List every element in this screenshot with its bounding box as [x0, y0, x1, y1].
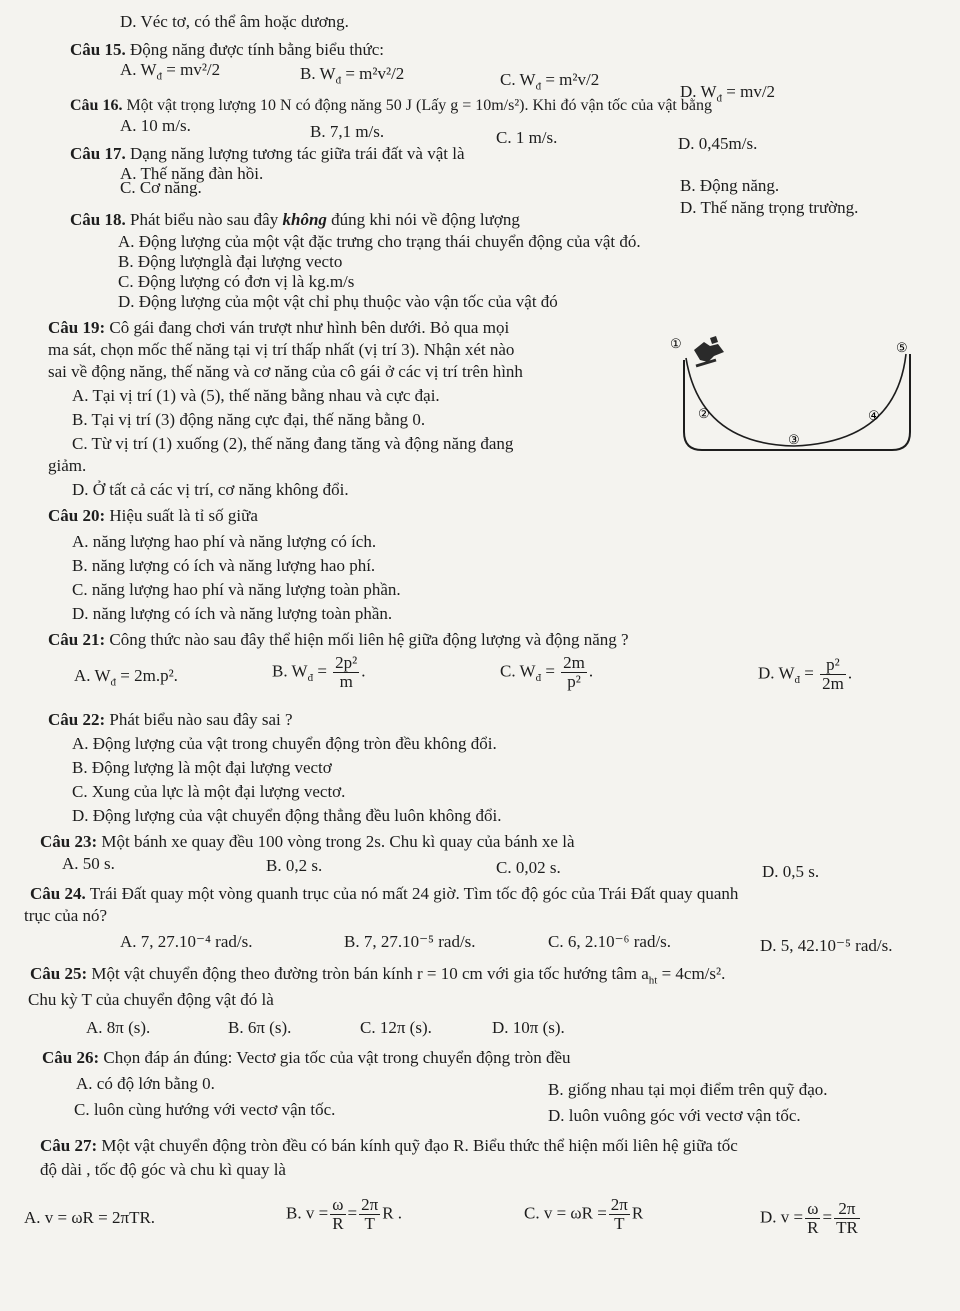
position-label-5: ⑤: [896, 340, 908, 355]
q22-stem: Câu 22: Phát biểu nào sau đây sai ?: [48, 710, 293, 729]
q16-stem: [70, 96, 712, 116]
q23-title: Câu 23:: [40, 832, 98, 851]
position-label-2: ②: [698, 406, 710, 421]
q25-option-b: B. 6π (s).: [228, 1018, 292, 1037]
position-label-1: ①: [670, 336, 682, 351]
q27-option-d: D. v = $\frac{\omega}{R}$ = $\frac{2\pi}{TR}$: [760, 1199, 858, 1237]
q14-option-d: D. Véc tơ, có thể âm hoặc dương.: [120, 12, 349, 31]
q23-option-d: D. 0,5 s.: [762, 862, 820, 881]
q15-option-a: A. $W_đ = mv^2/2$: [120, 60, 221, 83]
q21-option-d: D. $W_đ$ = $\frac{\text{p²}}{2m}$ .: [758, 655, 853, 693]
q19-stem-line2: ma sát, chọn mốc thế năng tại vị trí thấp nhất (vị trí 3). Nhận xét nào: [48, 340, 515, 359]
q16-text: Một vật trọng lượng 10 N có động năng 50 J (Lấy g = 10m/s²). Khi đó vận tốc của vật bằng: [126, 97, 712, 114]
q15-option-d: D. $W_đ = mv/2$: [680, 82, 776, 105]
q18-option-c: C. Động lượng có đơn vị là kg.m/s: [118, 272, 355, 291]
q24-option-a: A. 7, 27.10⁻⁴ rad/s.: [120, 932, 253, 951]
q24-option-b: B. 7, 27.10⁻⁵ rad/s.: [344, 932, 476, 951]
q19-option-a: A. Tại vị trí (1) và (5), thế năng bằng nhau và cực đại.: [72, 386, 440, 405]
girl-skater-icon: [694, 336, 724, 366]
q20-stem: Câu 20: Hiệu suất là tỉ số giữa: [48, 506, 258, 525]
q26-option-d: D. luôn vuông góc với vectơ vận tốc.: [548, 1106, 801, 1125]
q17-option-c: C. Cơ năng.: [120, 178, 202, 197]
q16-option-a: A. 10 m/s.: [120, 116, 191, 135]
q21-stem: Câu 21: Công thức nào sau đây thể hiện mối liên hệ giữa động lượng và động năng ?: [48, 630, 629, 649]
q18-stem: Câu 18. Phát biểu nào sau đây không đúng khi nói về động lượng: [70, 210, 520, 229]
q21-title: Câu 21:: [48, 630, 106, 649]
q21-option-c: C. $W_đ$ = $\frac{2m}{\text{p²}}$ .: [500, 653, 594, 691]
q25-option-c: C. 12π (s).: [360, 1018, 432, 1037]
q19-option-c-cont: giảm.: [48, 456, 87, 475]
q20-option-c: C. năng lượng hao phí và năng lượng toàn phần.: [72, 580, 401, 599]
q24-title: Câu 24.: [30, 884, 86, 903]
q18-option-b: B. Động lượnglà đại lượng vecto: [118, 252, 343, 271]
q23-option-b: B. 0,2 s.: [266, 856, 323, 875]
q17-text: Dạng năng lượng tương tác giữa trái đất và vật là: [129, 144, 465, 163]
q25-option-a: A. 8π (s).: [86, 1018, 151, 1037]
q15-option-c: C. $W_đ = m^2v/2$: [500, 70, 600, 93]
q17-option-b: B. Động năng.: [680, 176, 780, 195]
q20-option-d: D. năng lượng có ích và năng lượng toàn phần.: [72, 604, 393, 623]
q27-stem-line2: độ dài , tốc độ góc và chu kì quay là: [40, 1160, 286, 1179]
q19-option-d: D. Ở tất cả các vị trí, cơ năng không đổi.: [72, 480, 349, 499]
q27-title: Câu 27:: [40, 1136, 98, 1155]
q26-option-b: B. giống nhau tại mọi điểm trên quỹ đạo.: [548, 1080, 828, 1099]
q15-text: Động năng được tính bằng biểu thức:: [129, 40, 385, 59]
q26-title: Câu 26:: [42, 1048, 100, 1067]
q22-option-b: B. Động lượng là một đại lượng vectơ: [72, 758, 332, 777]
q15-title: Câu 15.: [70, 40, 126, 59]
q23-option-c: C. 0,02 s.: [496, 858, 561, 877]
q20-option-a: A. năng lượng hao phí và năng lượng có ích.: [72, 532, 377, 551]
q27-option-c: C. v = ωR = $\frac{2\pi}{T}$ R: [524, 1195, 644, 1233]
q17-stem: [70, 144, 465, 164]
q20-option-b: B. năng lượng có ích và năng lượng hao phí.: [72, 556, 376, 575]
q15-option-b: B. $W_đ = m^2v^2/2$: [300, 64, 405, 87]
q18-emphasis: không: [282, 210, 327, 229]
q19-title: Câu 19:: [48, 318, 106, 337]
q26-option-a: A. có độ lớn bằng 0.: [76, 1074, 215, 1093]
q16-title: Câu 16.: [70, 97, 123, 114]
q18-option-d: D. Động lượng của một vật chỉ phụ thuộc vào vận tốc của vật đó: [118, 292, 558, 311]
q22-option-d: D. Động lượng của vật chuyển động thẳng đều luôn không đổi.: [72, 806, 502, 825]
q16-option-b: B. 7,1 m/s.: [310, 122, 385, 141]
q23-stem: Câu 23: Một bánh xe quay đều 100 vòng trong 2s. Chu kì quay của bánh xe là: [40, 832, 575, 851]
q17-option-a: A. Thế năng đàn hồi.: [120, 164, 264, 183]
q24-stem-line1: Câu 24. Trái Đất quay một vòng quanh trục của nó mất 24 giờ. Tìm tốc độ góc của Trái Đất quay quanh: [30, 884, 739, 903]
q27-stem-line1: Câu 27: Một vật chuyển động tròn đều có bán kính quỹ đạo R. Biểu thức thể hiện mối liên hệ giữa tốc: [40, 1136, 738, 1155]
q19-option-b: B. Tại vị trí (3) động năng cực đại, thế năng bằng 0.: [72, 410, 426, 429]
q27-option-b: B. v = $\frac{\omega}{R}$ = $\frac{2\pi}{T}$ R .: [286, 1195, 403, 1233]
q25-title: Câu 25:: [30, 964, 88, 983]
q20-title: Câu 20:: [48, 506, 106, 525]
q24-option-c: C. 6, 2.10⁻⁶ rad/s.: [548, 932, 672, 951]
q25-option-d: D. 10π (s).: [492, 1018, 565, 1037]
q19-option-c: C. Từ vị trí (1) xuống (2), thế năng đang tăng và động năng đang: [72, 434, 514, 453]
q25-stem-line1: Câu 25: Một vật chuyển động theo đường tròn bán kính r = 10 cm với gia tốc hướng tâm $a_{ht} = 4cm/s^2$.: [30, 964, 726, 987]
q27-option-a: A. v = ωR = 2πTR.: [24, 1208, 156, 1227]
q26-option-c: C. luôn cùng hướng với vectơ vận tốc.: [74, 1100, 336, 1119]
q15-stem: [70, 40, 384, 60]
q24-stem-line2: trục của nó?: [24, 906, 108, 925]
q17-title: Câu 17.: [70, 144, 126, 163]
skateboard-ramp-figure: [670, 332, 918, 462]
position-label-3: ③: [788, 432, 800, 447]
q22-option-c: C. Xung của lực là một đại lượng vectơ.: [72, 782, 346, 801]
q21-option-a: A. $W_đ = 2m.p^2$.: [74, 666, 178, 689]
q22-title: Câu 22:: [48, 710, 106, 729]
q19-stem-line1: Câu 19: Cô gái đang chơi ván trượt như hình bên dưới. Bỏ qua mọi: [48, 318, 510, 337]
q16-option-c: C. 1 m/s.: [496, 128, 558, 147]
q16-option-d: D. 0,45m/s.: [678, 134, 758, 153]
q23-option-a: A. 50 s.: [62, 854, 115, 873]
q24-option-d: D. 5, 42.10⁻⁵ rad/s.: [760, 936, 893, 955]
position-label-4: ④: [868, 408, 880, 423]
q18-title: Câu 18.: [70, 210, 126, 229]
q21-option-b: B. $W_đ$ = $\frac{\text{2p²}}{m}$ .: [272, 653, 366, 691]
q19-stem-line3: sai về động năng, thế năng và cơ năng của cô gái ở các vị trí trên hình: [48, 362, 523, 381]
q17-option-d: D. Thế năng trọng trường.: [680, 198, 859, 217]
q22-option-a: A. Động lượng của vật trong chuyển động tròn đều không đổi.: [72, 734, 497, 753]
q25-stem-line2: Chu kỳ T của chuyển động vật đó là: [28, 990, 274, 1009]
q18-option-a: A. Động lượng của một vật đặc trưng cho trạng thái chuyển động của vật đó.: [118, 232, 641, 251]
q26-stem: Câu 26: Chọn đáp án đúng: Vectơ gia tốc của vật trong chuyển động tròn đều: [42, 1048, 571, 1067]
